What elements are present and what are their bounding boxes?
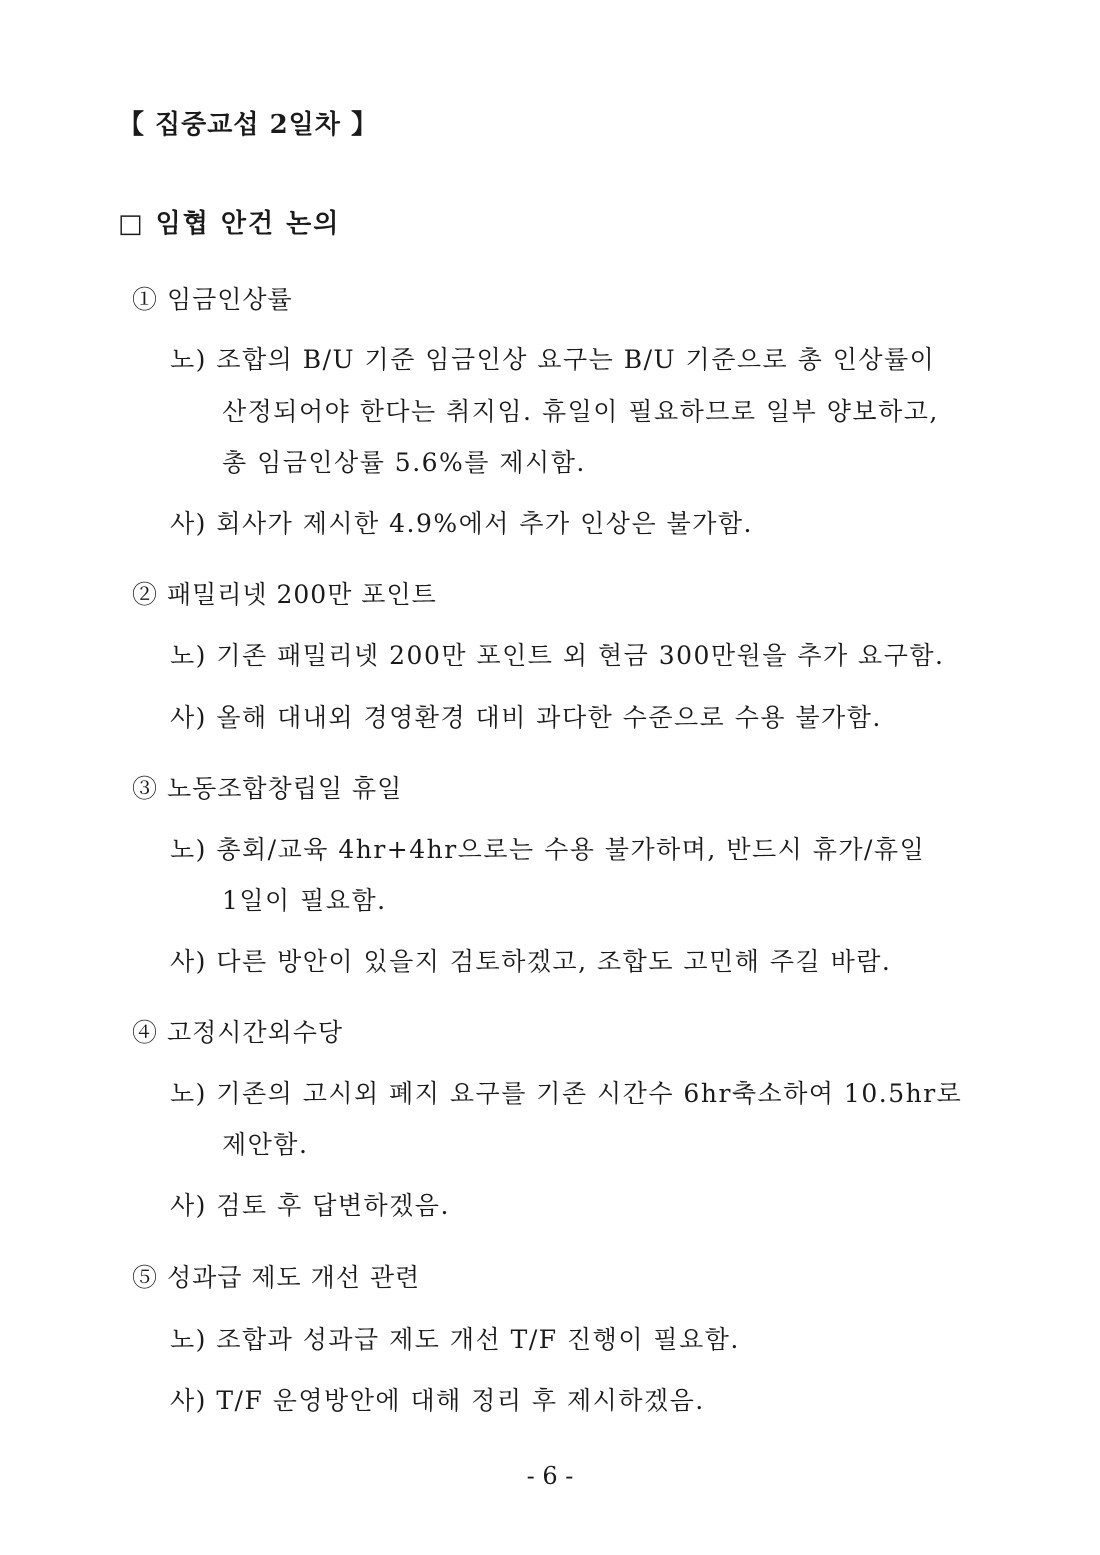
item-heading-wage-increase: ① 임금인상률 bbox=[132, 285, 293, 314]
item-5-union-line: 노) 조합과 성과급 제도 개선 T/F 진행이 필요함. bbox=[170, 1325, 740, 1354]
item-1-company-line: 사) 회사가 제시한 4.9%에서 추가 인상은 불가함. bbox=[170, 509, 753, 538]
item-4-union-line: 노) 기존의 고시외 폐지 요구를 기존 시간수 6hr축소하여 10.5hr로 bbox=[170, 1079, 963, 1108]
page-number: - 6 - bbox=[526, 1462, 574, 1490]
item-heading-union-founding-day: ③ 노동조합창립일 휴일 bbox=[132, 774, 403, 803]
item-1-union-line-cont: 총 임금인상률 5.6%를 제시함. bbox=[222, 448, 586, 477]
item-3-company-line: 사) 다른 방안이 있을지 검토하겠고, 조합도 고민해 주길 바람. bbox=[170, 947, 892, 976]
item-1-union-line: 노) 조합의 B/U 기준 임금인상 요구는 B/U 기준으로 총 인상률이 bbox=[170, 345, 936, 374]
item-3-union-line-cont: 1일이 필요함. bbox=[222, 886, 387, 915]
document-title: 【 집중교섭 2일차 】 bbox=[118, 110, 378, 140]
section-heading: □ 임협 안건 논의 bbox=[118, 209, 341, 239]
item-heading-performance-bonus: ⑤ 성과급 제도 개선 관련 bbox=[132, 1263, 421, 1292]
item-heading-fixed-overtime: ④ 고정시간외수당 bbox=[132, 1018, 343, 1047]
item-3-union-line: 노) 총회/교육 4hr+4hr으로는 수용 불가하며, 반드시 휴가/휴일 bbox=[170, 835, 926, 864]
item-4-union-line-cont: 제안함. bbox=[222, 1130, 309, 1159]
item-heading-familynet-points: ② 패밀리넷 200만 포인트 bbox=[132, 580, 437, 609]
item-5-company-line: 사) T/F 운영방안에 대해 정리 후 제시하겠음. bbox=[170, 1386, 705, 1415]
item-4-company-line: 사) 검토 후 답변하겠음. bbox=[170, 1191, 450, 1220]
item-1-union-line-cont: 산정되어야 한다는 취지임. 휴일이 필요하므로 일부 양보하고, bbox=[222, 397, 939, 426]
item-2-company-line: 사) 올해 대내외 경영환경 대비 과다한 수준으로 수용 불가함. bbox=[170, 703, 882, 732]
item-2-union-line: 노) 기존 패밀리넷 200만 포인트 외 현금 300만원을 추가 요구함. bbox=[170, 641, 945, 670]
